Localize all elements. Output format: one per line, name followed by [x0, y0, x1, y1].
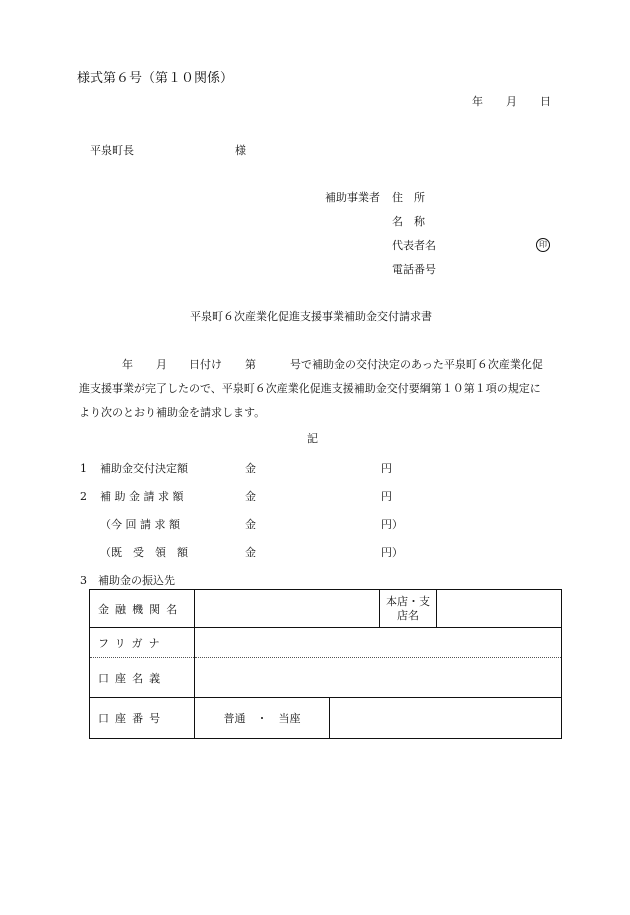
applicant-name-label: 名 称 [392, 215, 425, 228]
account-number-cell [195, 698, 562, 739]
body-line1-day: 日付け [189, 358, 222, 371]
item-4-kin: 金 [245, 546, 256, 559]
body-line1-month: 月 [156, 358, 167, 371]
item-1-label: 補助金交付決定額 [100, 462, 188, 475]
branch-label-text: 本店・支店名 [386, 594, 430, 622]
applicant-address-label: 住 所 [392, 191, 425, 204]
body-line1-year: 年 [122, 358, 133, 371]
seal-mark: 印 [536, 238, 550, 252]
item-4-yen: 円） [381, 546, 403, 559]
bank-account-table [89, 589, 562, 739]
item-4-label: （既 受 領 額 [100, 546, 188, 559]
item-3-yen: 円） [381, 518, 403, 531]
account-number-field[interactable] [330, 698, 561, 738]
item-1-yen: 円 [381, 462, 392, 475]
item-2-label: 補 助 金 請 求 額 [100, 490, 184, 503]
body-line1-no: 第 [245, 358, 256, 371]
account-name-row [90, 658, 562, 698]
item-1-kin: 金 [245, 462, 256, 475]
account-type-options[interactable]: 普通 ・ 当座 [195, 698, 330, 738]
account-number-wrap [195, 698, 561, 738]
header-date-month: 月 [506, 95, 517, 108]
applicant-heading: 補助事業者 [325, 191, 380, 204]
applicant-representative-label: 代表者名 [392, 239, 436, 252]
account-name-field[interactable] [195, 658, 562, 698]
body-line2: 進支援事業が完了したので、平泉町６次産業化促進支援補助金交付要綱第１０第１項の規定に [79, 382, 541, 395]
header-date-day: 日 [540, 95, 551, 108]
bank-name-field[interactable] [195, 590, 379, 627]
transfer-heading: 3 補助金の振込先 [80, 574, 175, 587]
item-3-kin: 金 [245, 518, 256, 531]
furigana-row [90, 628, 562, 658]
item-2-yen: 円 [381, 490, 392, 503]
bank-name-row [90, 590, 562, 628]
ki-heading: 記 [307, 432, 318, 445]
item-3-label: （今 回 請 求 額 [100, 518, 180, 531]
bank-name-label: 金融機関名 [90, 590, 195, 628]
bank-name-cell[interactable] [195, 590, 562, 628]
addressee-name: 平泉町長 [90, 144, 134, 157]
body-line3: より次のとおり補助金を請求します。 [79, 406, 266, 419]
branch-label [379, 590, 437, 627]
header-date-year: 年 [472, 95, 483, 108]
item-1-number: 1 [80, 462, 87, 475]
document-title: 平泉町６次産業化促進支援事業補助金交付請求書 [190, 310, 432, 323]
bank-name-wrap [195, 590, 561, 627]
item-2-kin: 金 [245, 490, 256, 503]
addressee-honorific: 様 [235, 144, 246, 157]
account-name-label: 口座名義 [90, 658, 195, 698]
branch-field[interactable] [437, 590, 561, 627]
form-number: 様式第６号（第１０関係） [77, 71, 234, 86]
body-line1-rest: 号で補助金の交付決定のあった平泉町６次産業化促 [290, 358, 543, 371]
furigana-field[interactable] [195, 628, 562, 658]
furigana-label: フリガナ [90, 628, 195, 658]
applicant-phone-label: 電話番号 [392, 263, 436, 276]
seal-icon [536, 238, 550, 252]
account-number-row [90, 698, 562, 739]
item-2-number: 2 [80, 490, 87, 503]
account-number-label: 口座番号 [90, 698, 195, 739]
